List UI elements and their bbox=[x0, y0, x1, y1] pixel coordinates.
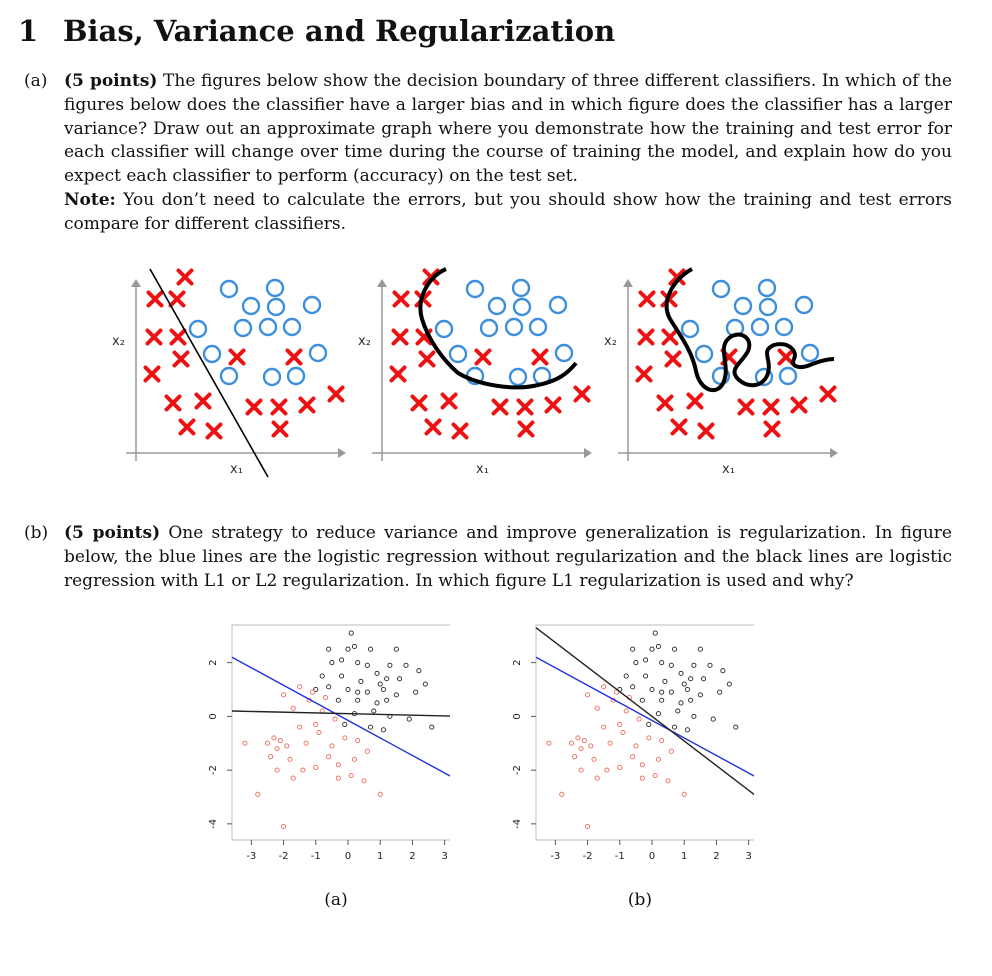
plot-a-points bbox=[243, 631, 450, 829]
data-point bbox=[336, 776, 340, 780]
data-point bbox=[327, 647, 331, 651]
data-point bbox=[356, 738, 360, 742]
data-point bbox=[285, 744, 289, 748]
data-point bbox=[718, 690, 722, 694]
data-point bbox=[634, 744, 638, 748]
data-point bbox=[569, 741, 573, 745]
data-point bbox=[624, 709, 628, 713]
data-point bbox=[689, 698, 693, 702]
data-point bbox=[685, 687, 689, 691]
data-point bbox=[407, 717, 411, 721]
data-point bbox=[275, 747, 279, 751]
axis-label-x2: x₂ bbox=[358, 334, 371, 349]
x-tick-label: -1 bbox=[310, 851, 321, 862]
data-point bbox=[368, 725, 372, 729]
x-tick-label: -1 bbox=[614, 851, 625, 862]
data-point bbox=[265, 741, 269, 745]
data-point bbox=[381, 728, 385, 732]
data-point bbox=[698, 647, 702, 651]
question-b bbox=[24, 522, 952, 593]
data-point bbox=[378, 682, 382, 686]
data-point bbox=[356, 690, 360, 694]
data-point bbox=[631, 685, 635, 689]
question-a-body bbox=[64, 70, 952, 237]
data-point bbox=[359, 679, 363, 683]
section-number: 1 bbox=[18, 14, 39, 48]
plot-frame bbox=[536, 625, 754, 840]
data-point bbox=[362, 779, 366, 783]
x-tick-label: 0 bbox=[648, 851, 656, 862]
data-point bbox=[682, 792, 686, 796]
data-point bbox=[330, 661, 334, 665]
data-point bbox=[339, 674, 343, 678]
y-tick-label: -2 bbox=[208, 765, 219, 776]
data-point bbox=[640, 776, 644, 780]
data-point bbox=[708, 663, 712, 667]
data-point bbox=[647, 736, 651, 740]
question-a bbox=[24, 70, 952, 237]
regularized-line bbox=[232, 711, 450, 716]
data-point bbox=[336, 698, 340, 702]
x-tick-label: 3 bbox=[745, 851, 752, 862]
data-point bbox=[643, 658, 647, 662]
question-b-label: (b) bbox=[24, 523, 49, 543]
question-a-label: (a) bbox=[24, 71, 48, 91]
data-point bbox=[343, 736, 347, 740]
regularization-plot-b bbox=[494, 615, 754, 915]
data-point bbox=[579, 768, 583, 772]
data-point bbox=[640, 763, 644, 767]
data-point bbox=[672, 647, 676, 651]
data-point bbox=[669, 663, 673, 667]
data-point bbox=[573, 755, 577, 759]
data-point bbox=[385, 677, 389, 681]
data-point bbox=[269, 755, 273, 759]
data-point bbox=[288, 757, 292, 761]
data-point bbox=[365, 690, 369, 694]
unregularized-line bbox=[536, 657, 754, 783]
data-point bbox=[592, 757, 596, 761]
y-tick-label: 0 bbox=[512, 713, 523, 720]
question-b-points: (5 points) bbox=[64, 523, 161, 543]
section-title: Bias, Variance and Regularization bbox=[63, 14, 616, 48]
data-point bbox=[734, 725, 738, 729]
question-a-points: (5 points) bbox=[64, 71, 158, 91]
axis-label-x2: x₂ bbox=[112, 334, 125, 349]
data-point bbox=[336, 763, 340, 767]
data-point bbox=[701, 677, 705, 681]
data-point bbox=[310, 690, 314, 694]
data-point bbox=[298, 725, 302, 729]
data-point bbox=[385, 698, 389, 702]
data-point bbox=[304, 741, 308, 745]
data-point bbox=[281, 824, 285, 828]
x-tick-label: 2 bbox=[409, 851, 416, 862]
data-point bbox=[256, 792, 260, 796]
data-point bbox=[333, 717, 337, 721]
plot-frame bbox=[232, 625, 450, 840]
panel-linear bbox=[112, 269, 346, 477]
data-point bbox=[605, 768, 609, 772]
data-point bbox=[698, 693, 702, 697]
x-tick-label: -2 bbox=[278, 851, 289, 862]
data-point bbox=[595, 776, 599, 780]
data-point bbox=[656, 712, 660, 716]
x-tick-label: -3 bbox=[550, 851, 561, 862]
data-point bbox=[356, 661, 360, 665]
data-point bbox=[656, 757, 660, 761]
x-tick-label: 0 bbox=[344, 851, 352, 862]
data-point bbox=[365, 749, 369, 753]
data-point bbox=[375, 701, 379, 705]
note-label: Note: bbox=[64, 189, 116, 210]
data-point bbox=[660, 698, 664, 702]
data-point bbox=[278, 738, 282, 742]
data-point bbox=[621, 730, 625, 734]
data-point bbox=[291, 776, 295, 780]
data-point bbox=[352, 644, 356, 648]
data-point bbox=[631, 755, 635, 759]
data-point bbox=[682, 682, 686, 686]
question-a-text: The figures below show the decision boundary of three different classifiers. In which of the figures below does the classifier have a larger bias and in which figure does the classifier has a larger variance? Draw out an approximate graph where you demonstrate how the training and test error for each classifier will change over time during the course of training the model, and explain how do you expect each classifier to perform (accuracy) on the test set. bbox=[64, 71, 952, 187]
plot-a-lines bbox=[232, 657, 450, 783]
y-tick-label: -2 bbox=[512, 765, 523, 776]
data-point bbox=[346, 687, 350, 691]
data-point bbox=[576, 736, 580, 740]
data-point bbox=[560, 792, 564, 796]
axis-label-x1: x₁ bbox=[230, 462, 243, 477]
axis-label-x1: x₁ bbox=[476, 462, 489, 477]
data-point bbox=[589, 744, 593, 748]
data-point bbox=[330, 744, 334, 748]
data-point bbox=[672, 725, 676, 729]
data-point bbox=[343, 722, 347, 726]
y-tick-label: 2 bbox=[512, 659, 523, 666]
data-point bbox=[585, 693, 589, 697]
data-point bbox=[397, 677, 401, 681]
data-point bbox=[660, 738, 664, 742]
data-point bbox=[243, 741, 247, 745]
x-tick-label: 3 bbox=[441, 851, 448, 862]
data-point bbox=[404, 663, 408, 667]
data-point bbox=[314, 722, 318, 726]
note-text: You don’t need to calculate the errors, but you should show how the training and test errors compare for different classifiers. bbox=[64, 189, 952, 234]
x-tick-label: 1 bbox=[681, 851, 688, 862]
data-point bbox=[692, 663, 696, 667]
data-point bbox=[643, 674, 647, 678]
data-point bbox=[317, 730, 321, 734]
data-point bbox=[721, 669, 725, 673]
data-point bbox=[618, 765, 622, 769]
data-point bbox=[349, 631, 353, 635]
data-point bbox=[372, 709, 376, 713]
data-point bbox=[666, 779, 670, 783]
data-point bbox=[669, 749, 673, 753]
plot-b-lines bbox=[536, 628, 754, 805]
data-point bbox=[663, 679, 667, 683]
classifier-figures bbox=[0, 255, 992, 495]
plot-a-caption: (a) bbox=[324, 890, 348, 910]
x-tick-label: -3 bbox=[246, 851, 257, 862]
data-point bbox=[679, 671, 683, 675]
data-point bbox=[356, 698, 360, 702]
data-point bbox=[640, 698, 644, 702]
data-point bbox=[676, 709, 680, 713]
panel-wiggly bbox=[604, 269, 838, 477]
data-point bbox=[291, 706, 295, 710]
y-tick-label: 2 bbox=[208, 659, 219, 666]
data-point bbox=[679, 701, 683, 705]
data-point bbox=[653, 631, 657, 635]
data-point bbox=[653, 773, 657, 777]
data-point bbox=[394, 693, 398, 697]
data-point bbox=[320, 674, 324, 678]
data-point bbox=[394, 647, 398, 651]
y-tick-label: -4 bbox=[208, 818, 219, 829]
data-point bbox=[430, 725, 434, 729]
data-point bbox=[660, 690, 664, 694]
data-point bbox=[281, 693, 285, 697]
data-point bbox=[547, 741, 551, 745]
data-point bbox=[423, 682, 427, 686]
data-point bbox=[624, 674, 628, 678]
data-point bbox=[314, 765, 318, 769]
data-point bbox=[414, 690, 418, 694]
data-point bbox=[669, 690, 673, 694]
data-point bbox=[711, 717, 715, 721]
question-b-body bbox=[64, 522, 952, 593]
plot-b-points bbox=[547, 631, 754, 829]
data-point bbox=[608, 741, 612, 745]
unregularized-line bbox=[232, 657, 450, 783]
plot-b-caption: (b) bbox=[627, 890, 653, 910]
data-point bbox=[365, 663, 369, 667]
data-point bbox=[339, 658, 343, 662]
data-point bbox=[656, 644, 660, 648]
data-point bbox=[375, 671, 379, 675]
axis-label-x2: x₂ bbox=[604, 334, 617, 349]
data-point bbox=[417, 669, 421, 673]
data-point bbox=[650, 687, 654, 691]
data-point bbox=[685, 728, 689, 732]
data-point bbox=[618, 722, 622, 726]
data-point bbox=[727, 682, 731, 686]
data-point bbox=[368, 647, 372, 651]
panel-smooth bbox=[358, 269, 592, 477]
data-point bbox=[689, 677, 693, 681]
data-point bbox=[352, 757, 356, 761]
regularization-plot-a bbox=[190, 615, 450, 915]
data-point bbox=[298, 685, 302, 689]
data-point bbox=[327, 685, 331, 689]
x-tick-label: -2 bbox=[582, 851, 593, 862]
data-point bbox=[378, 792, 382, 796]
data-point bbox=[275, 768, 279, 772]
y-tick-label: -4 bbox=[512, 818, 523, 829]
data-point bbox=[349, 773, 353, 777]
plot-b-ticks bbox=[512, 659, 752, 862]
data-point bbox=[660, 661, 664, 665]
plot-a-ticks bbox=[208, 659, 448, 862]
data-point bbox=[631, 647, 635, 651]
y-tick-label: 0 bbox=[208, 713, 219, 720]
axis-label-x1: x₁ bbox=[722, 462, 735, 477]
data-point bbox=[602, 685, 606, 689]
data-point bbox=[585, 824, 589, 828]
data-point bbox=[582, 738, 586, 742]
data-point bbox=[579, 747, 583, 751]
data-point bbox=[647, 722, 651, 726]
data-point bbox=[388, 663, 392, 667]
data-point bbox=[301, 768, 305, 772]
data-point bbox=[634, 661, 638, 665]
data-point bbox=[637, 717, 641, 721]
data-point bbox=[381, 687, 385, 691]
data-point bbox=[602, 725, 606, 729]
data-point bbox=[323, 695, 327, 699]
data-point bbox=[272, 736, 276, 740]
section-heading bbox=[18, 14, 615, 48]
data-point bbox=[692, 714, 696, 718]
data-point bbox=[327, 755, 331, 759]
data-point bbox=[650, 647, 654, 651]
x-tick-label: 2 bbox=[713, 851, 720, 862]
data-point bbox=[346, 647, 350, 651]
data-point bbox=[595, 706, 599, 710]
question-b-text: One strategy to reduce variance and improve generalization is regularization. In figure below, the blue lines are the logistic regression without regularization and the black lines are logistic regression with L1 or L2 regularization. In which figure L1 regularization is used and why? bbox=[64, 523, 952, 591]
x-tick-label: 1 bbox=[377, 851, 384, 862]
